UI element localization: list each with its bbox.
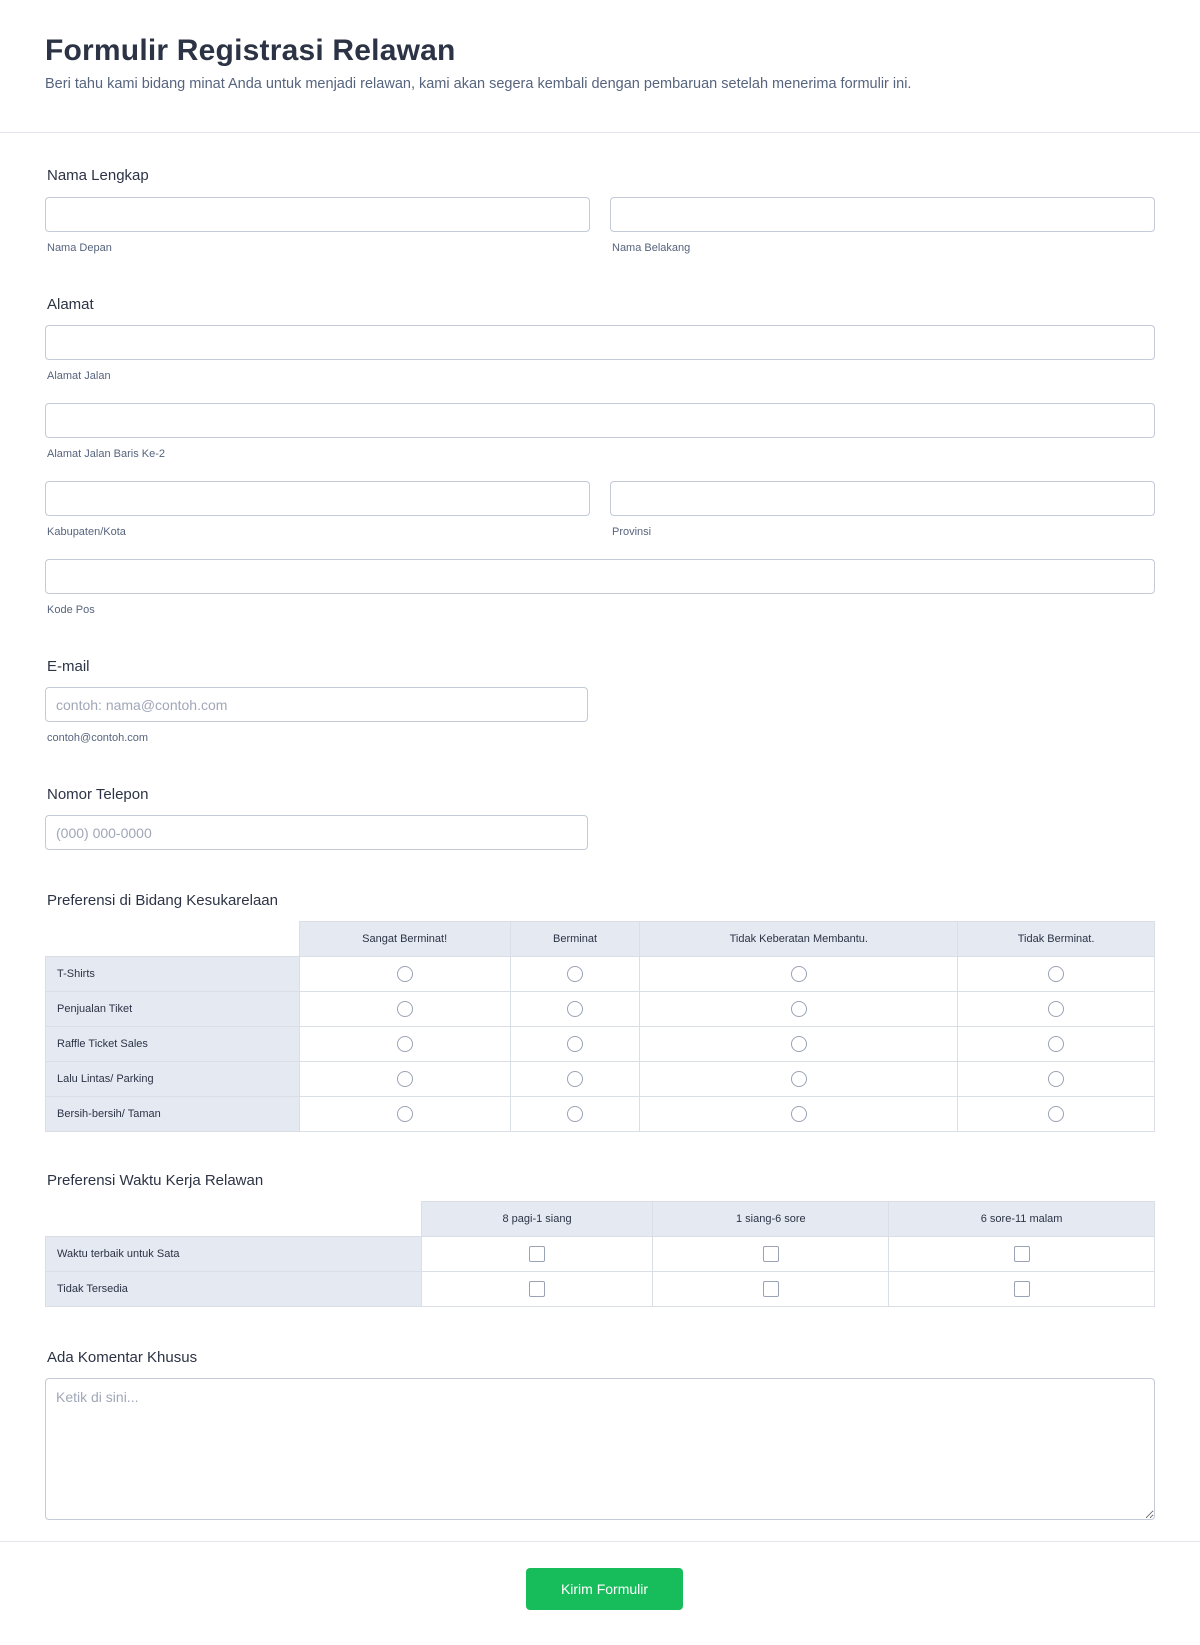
last-name-input[interactable] [610,197,1155,232]
row-label: T-Shirts [46,957,300,992]
column-header: 8 pagi-1 siang [421,1202,653,1237]
province-input[interactable] [610,481,1155,516]
checkbox[interactable] [1014,1281,1030,1297]
table-row [46,1027,1155,1062]
phone-label: Nomor Telepon [47,786,149,803]
radio-button[interactable] [397,1106,413,1122]
row-label: Raffle Ticket Sales [46,1027,300,1062]
submit-button[interactable]: Kirim Formulir [526,1568,683,1610]
radio-button[interactable] [791,966,807,982]
row-label: Penjualan Tiket [46,992,300,1027]
postal-code-sublabel: Kode Pos [47,604,95,616]
table-row [46,1097,1155,1132]
column-header: 6 sore-11 malam [889,1202,1155,1237]
address-label: Alamat [47,296,94,313]
email-input[interactable] [45,687,588,722]
phone-input[interactable] [45,815,588,850]
radio-button[interactable] [567,1036,583,1052]
street-address-sublabel: Alamat Jalan [47,370,111,382]
matrix-corner [46,1202,422,1237]
row-label: Tidak Tersedia [46,1272,422,1307]
radio-button[interactable] [397,1071,413,1087]
column-header: Tidak Keberatan Membantu. [640,922,958,957]
street-address-line2-input[interactable] [45,403,1155,438]
radio-button[interactable] [397,966,413,982]
radio-button[interactable] [397,1036,413,1052]
postal-code-input[interactable] [45,559,1155,594]
area-preference-label: Preferensi di Bidang Kesukarelaan [47,892,278,909]
comments-label: Ada Komentar Khusus [47,1349,198,1366]
radio-button[interactable] [1048,1071,1064,1087]
radio-button[interactable] [791,1001,807,1017]
column-header: 1 siang-6 sore [653,1202,889,1237]
full-name-label: Nama Lengkap [47,167,149,184]
table-row [46,992,1155,1027]
radio-button[interactable] [791,1106,807,1122]
radio-button[interactable] [1048,1036,1064,1052]
radio-button[interactable] [567,1001,583,1017]
row-label: Bersih-bersih/ Taman [46,1097,300,1132]
checkbox[interactable] [763,1246,779,1262]
street-address-line2-sublabel: Alamat Jalan Baris Ke-2 [47,448,165,460]
row-label: Lalu Lintas/ Parking [46,1062,300,1097]
radio-button[interactable] [397,1001,413,1017]
radio-button[interactable] [1048,1106,1064,1122]
email-sublabel: contoh@contoh.com [47,732,149,744]
city-input[interactable] [45,481,590,516]
radio-button[interactable] [791,1071,807,1087]
street-address-input[interactable] [45,325,1155,360]
last-name-sublabel: Nama Belakang [612,242,691,254]
column-header: Tidak Berminat. [958,922,1155,957]
first-name-sublabel: Nama Depan [47,242,112,254]
first-name-input[interactable] [45,197,590,232]
comments-textarea[interactable] [45,1378,1155,1520]
form-header [0,0,1200,133]
time-preference-matrix [45,1201,1155,1307]
radio-button[interactable] [567,1106,583,1122]
checkbox[interactable] [1014,1246,1030,1262]
checkbox[interactable] [529,1281,545,1297]
area-preference-matrix [45,921,1155,1132]
row-label: Waktu terbaik untuk Sata [46,1237,422,1272]
form-title: Formulir Registrasi Relawan [45,34,456,67]
province-sublabel: Provinsi [612,526,652,538]
radio-button[interactable] [1048,966,1064,982]
form-subtitle: Beri tahu kami bidang minat Anda untuk menjadi relawan, kami akan segera kembali dengan pembaruan setelah menerima formulir ini. [45,76,912,92]
time-preference-label: Preferensi Waktu Kerja Relawan [47,1172,264,1189]
column-header: Sangat Berminat! [299,922,510,957]
table-row [46,1237,1155,1272]
radio-button[interactable] [791,1036,807,1052]
table-row [46,1272,1155,1307]
table-row [46,1062,1155,1097]
radio-button[interactable] [567,966,583,982]
table-row [46,957,1155,992]
matrix-corner [46,922,300,957]
radio-button[interactable] [1048,1001,1064,1017]
checkbox[interactable] [763,1281,779,1297]
radio-button[interactable] [567,1071,583,1087]
column-header: Berminat [510,922,640,957]
checkbox[interactable] [529,1246,545,1262]
city-sublabel: Kabupaten/Kota [47,526,126,538]
email-label: E-mail [47,658,90,675]
